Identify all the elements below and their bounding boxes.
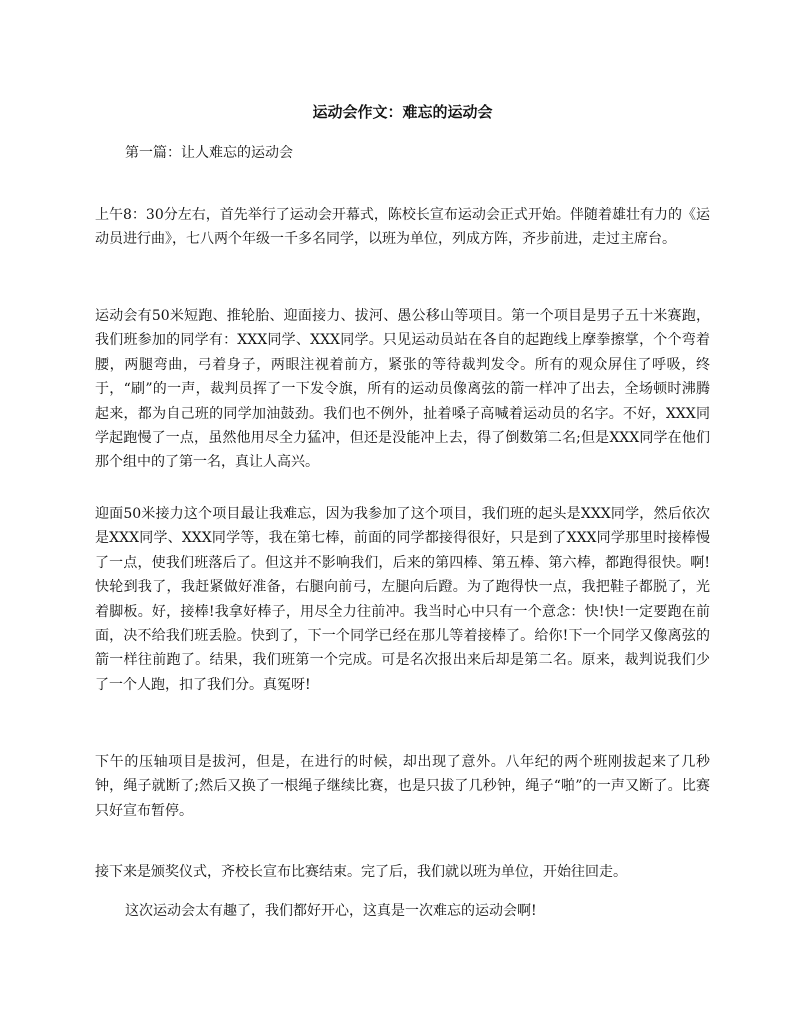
paragraph-tug-of-war: 下午的压轴项目是拔河，但是，在进行的时候，却出现了意外。八年纪的两个班刚拔起来了几秒钟，绳子就断了;然后又换了一根绳子继续比赛，也是只拔了几秒钟，绳子“啪”的一声又断了。比赛只好宣布暂停。: [95, 754, 710, 819]
paragraph-relay: 迎面50米接力这个项目最让我难忘，因为我参加了这个项目，我们班的起头是XXX同学，然后依次是XXX同学、XXX同学等，我在第七棒，前面的同学都接得很好，只是到了XXX同学那里时接棒慢了一点，使我们班落后了。但这并不影响我们，后来的第四棒、第五棒、第六棒，都跑得很快。啊!快轮到我了，我赶紧做好准备，右腿向前弓，左腿向后蹬。为了跑得快一点，我把鞋子都脱了，光着脚板。好，接棒!我拿好棒子，用尽全力往前冲。我当时心中只有一个意念：快!快!一定要跑在前面，决不给我们班丢脸。快到了，下一个同学已经在那儿等着接棒了。给你!下一个同学又像离弦的箭一样往前跑了。结果，我们班第一个完成。可是名次报出来后却是第二名。原来，裁判说我们少了一个人跑，扣了我们分。真冤呀!: [95, 506, 710, 693]
document-title: 运动会作文：难忘的运动会: [312, 103, 493, 121]
paragraph-award-ceremony: 接下来是颁奖仪式，齐校长宣布比赛结束。完了后，我们就以班为单位，开始往回走。: [95, 864, 627, 880]
paragraph-conclusion: 这次运动会太有趣了，我们都好开心，这真是一次难忘的运动会啊!: [125, 903, 537, 919]
paragraph-50m-sprint: 运动会有50米短跑、推轮胎、迎面接力、拔河、愚公移山等项目。第一个项目是男子五十米赛跑，我们班参加的同学有：XXX同学、XXX同学。只见运动员站在各自的起跑线上摩拳擦掌，个个弯着腰，两腿弯曲，弓着身子，两眼注视着前方，紧张的等待裁判发令。所有的观众屏住了呼吸，终于，“刷”的一声，裁判员挥了一下发令旗，所有的运动员像离弦的箭一样冲了出去，全场顿时沸腾起来，都为自己班的同学加油鼓劲。我们也不例外，扯着嗓子高喊着运动员的名字。不好，XXX同学起跑慢了一点，虽然他用尽全力猛冲，但还是没能冲上去，得了倒数第二名;但是XXX同学在他们那个组中的了第一名，真让人高兴。: [95, 308, 710, 471]
document-subtitle: 第一篇：让人难忘的运动会: [125, 145, 293, 161]
paragraph-opening-ceremony: 上午8：30分左右，首先举行了运动会开幕式，陈校长宣布运动会正式开始。伴随着雄壮有力的《运动员进行曲》，七八两个年级一千多名同学，以班为单位，列成方阵，齐步前进，走过主席台。: [95, 207, 710, 248]
